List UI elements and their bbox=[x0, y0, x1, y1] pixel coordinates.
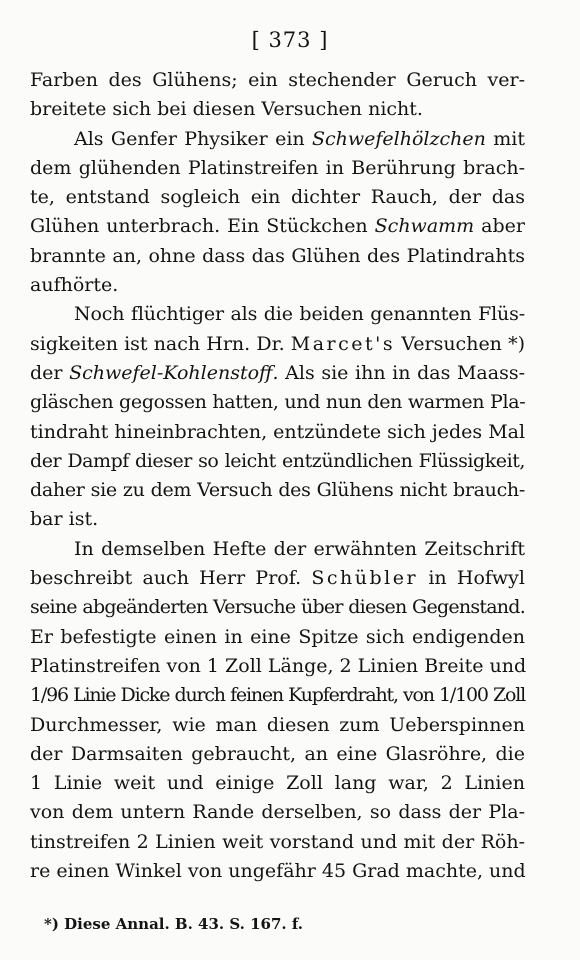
text-line: beschreibt auch Herr Prof. Schübler in Hofwyl bbox=[30, 567, 525, 590]
text-line: tinstreifen 2 Linien weit vorstand und mit der Röh- bbox=[30, 830, 525, 853]
text-line: In demselben Hefte der erwähnten Zeitschrift bbox=[74, 537, 525, 560]
text-line: Er befestigte einen in eine Spitze sich endigenden bbox=[30, 625, 525, 648]
text-line: bar ist. bbox=[30, 508, 99, 531]
text-line: 1/96 Linie Dicke durch feinen Kupferdraht, von 1/100 Zoll bbox=[30, 684, 525, 707]
text-line: tindraht hineinbrachten, entzündete sich jedes Mal bbox=[30, 420, 526, 443]
text-line: seine abgeänderten Versuche über diesen Gegenstand. bbox=[30, 596, 525, 619]
text-line: von dem untern Rande derselben, so dass der Pla- bbox=[30, 801, 525, 824]
text-line: sigkeiten ist nach Hrn. Dr. Marcet's Versuchen *) bbox=[30, 332, 525, 355]
italic-term: Schwefelhölzchen bbox=[312, 127, 486, 150]
page-number: [ 373 ] bbox=[251, 28, 329, 52]
body-text bbox=[30, 66, 525, 886]
text-line: brannte an, ohne dass das Glühen des Platindrahts bbox=[30, 244, 525, 267]
text-line: Durchmesser, wie man diesen zum Ueberspinnen bbox=[30, 713, 525, 736]
text-line: der Darmsaiten gebraucht, an eine Glasröhre, die bbox=[30, 742, 525, 765]
text-line: Noch flüchtiger als die beiden genannten Flüs- bbox=[74, 303, 525, 326]
text-line: aufhörte. bbox=[30, 274, 119, 297]
text-line: te, entstand sogleich ein dichter Rauch, der das bbox=[30, 186, 525, 209]
author-name: Schübler bbox=[311, 567, 419, 590]
footnote: *) Diese Annal. B. 43. S. 167. f. bbox=[44, 915, 304, 933]
text-line: 1 Linie weit und einige Zoll lang war, 2 Linien bbox=[30, 772, 525, 795]
text-line: dem glühenden Platinstreifen in Berührung brach- bbox=[30, 156, 525, 179]
italic-term: Schwamm bbox=[374, 215, 475, 238]
text-line: Platinstreifen von 1 Zoll Länge, 2 Linien Breite und bbox=[30, 654, 527, 677]
text-line: der Dampf dieser so leicht entzündlichen Flüssigkeit, bbox=[30, 449, 525, 472]
author-name: Marcet's bbox=[290, 332, 396, 355]
text-line: re einen Winkel von ungefähr 45 Grad machte, und bbox=[30, 860, 526, 883]
text-line: Als Genfer Physiker ein Schwefelhölzchen mit bbox=[74, 127, 525, 150]
text-line: Glühen unterbrach. Ein Stückchen Schwamm aber bbox=[30, 215, 525, 238]
text-line: gläschen gegossen hatten, und nun den warmen Pla- bbox=[30, 391, 526, 414]
text-line: Farben des Glühens; ein stechender Geruch ver- bbox=[30, 69, 525, 91]
text-line: daher sie zu dem Versuch des Glühens nicht brauch- bbox=[30, 479, 525, 502]
italic-term: Schwefel-Kohlenstoff. bbox=[69, 361, 279, 384]
text-line: der Schwefel-Kohlenstoff. Als sie ihn in das Maass- bbox=[30, 361, 525, 384]
text-line: breitete sich bei diesen Versuchen nicht. bbox=[30, 98, 423, 121]
